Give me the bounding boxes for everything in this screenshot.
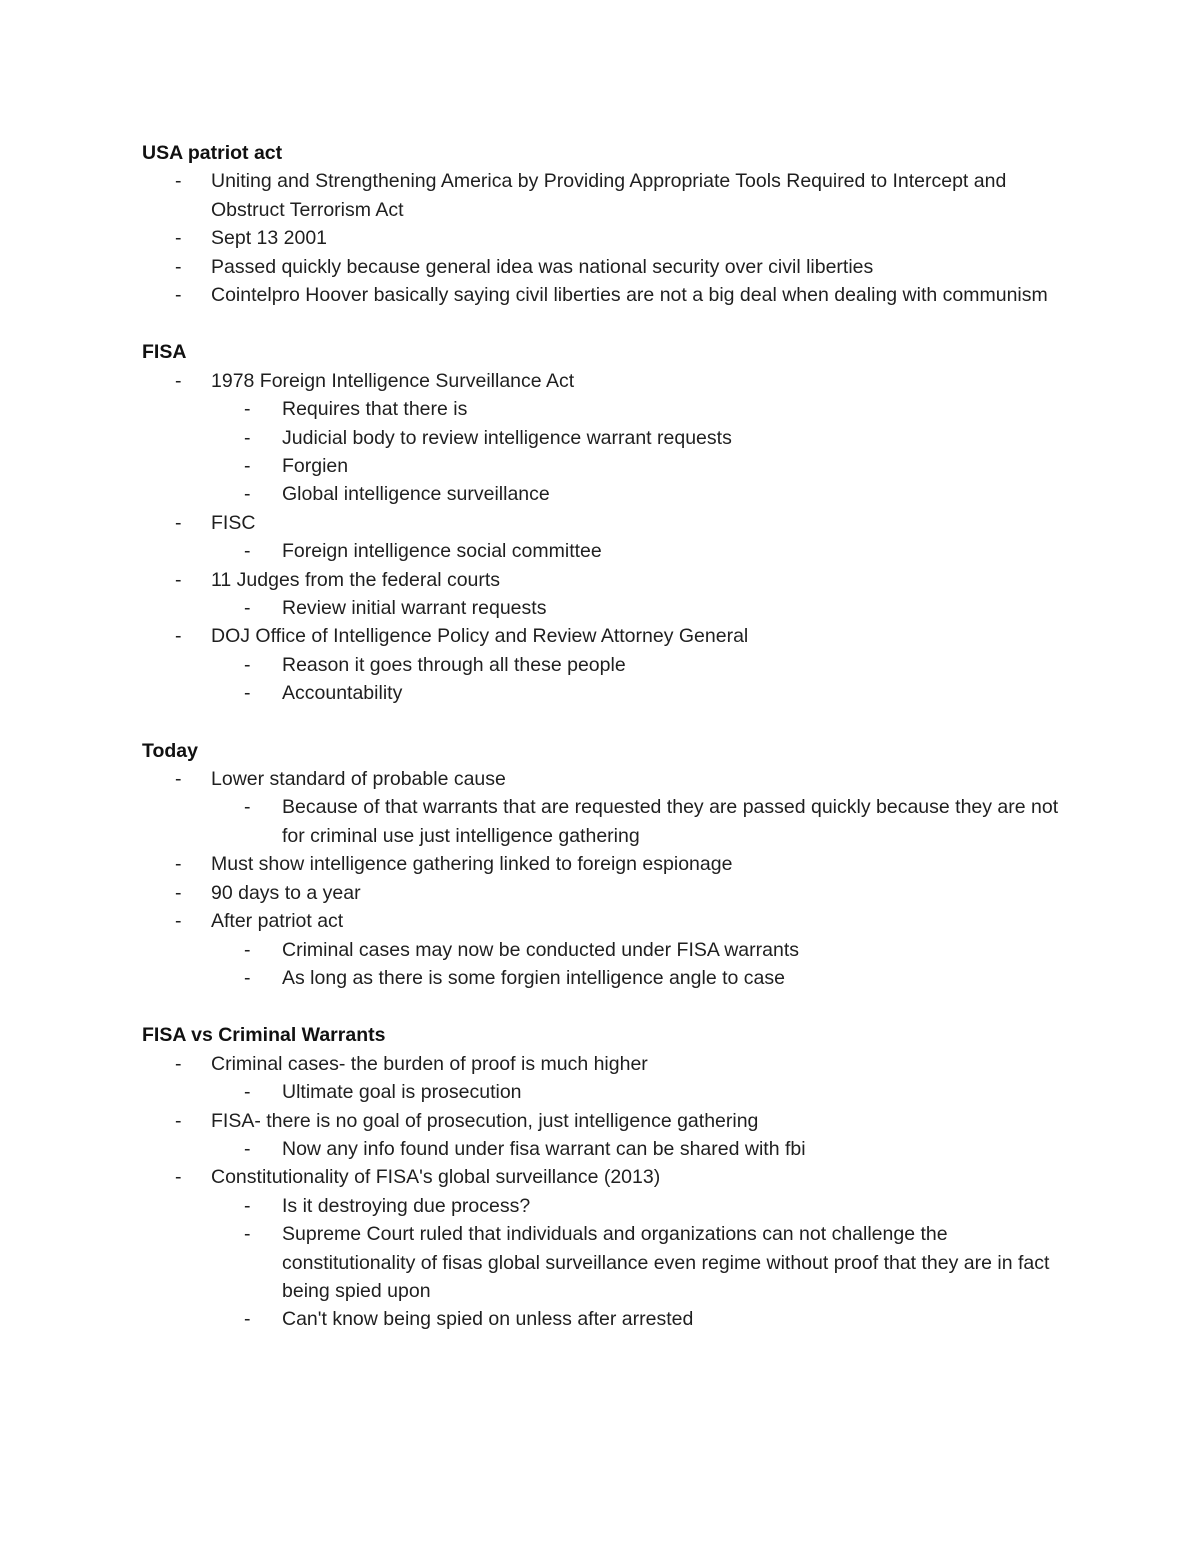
list-item [142, 622, 1062, 707]
list-item [142, 224, 1062, 252]
dash-bullet: - [175, 511, 182, 534]
sub-list-item [211, 537, 1062, 565]
list-item-text: FISA- there is no goal of prosecution, just intelligence gathering [211, 1109, 759, 1132]
sub-list-item [211, 1192, 1062, 1220]
dash-bullet: - [244, 938, 251, 961]
section-0 [142, 139, 1062, 309]
dash-bullet: - [175, 625, 182, 648]
list-item-text: Criminal cases- the burden of proof is much higher [211, 1052, 648, 1075]
sub-list-item-text: Global intelligence surveillance [282, 483, 550, 506]
list-item [142, 281, 1062, 309]
list-item-text: FISC [211, 511, 256, 534]
list-item-text: Cointelpro Hoover basically saying civil liberties are not a big deal when dealing with communism [211, 284, 1048, 307]
bullet-list [142, 765, 1062, 992]
dash-bullet: - [175, 369, 182, 392]
list-item-text: Must show intelligence gathering linked to foreign espionage [211, 853, 733, 876]
dash-bullet: - [175, 853, 182, 876]
sub-list-item [211, 395, 1062, 423]
section-3 [142, 1021, 1062, 1333]
sub-bullet-list [211, 1192, 1062, 1334]
sub-list-item-text: Criminal cases may now be conducted under FISA warrants [282, 938, 799, 961]
dash-bullet: - [175, 255, 182, 278]
section-heading: FISA vs Criminal Warrants [142, 1024, 386, 1047]
sub-bullet-list [211, 537, 1062, 565]
sub-list-item [211, 651, 1062, 679]
dash-bullet: - [244, 426, 251, 449]
dash-bullet: - [244, 966, 251, 989]
dash-bullet: - [175, 768, 182, 791]
sub-list-item [211, 793, 1062, 850]
sub-list-item-text: Because of that warrants that are requested they are passed quickly because they are not for criminal use just intelligence gathering [282, 796, 1059, 847]
sub-bullet-list [211, 793, 1062, 850]
list-item-text: After patriot act [211, 910, 344, 933]
list-item-text: 1978 Foreign Intelligence Surveillance Act [211, 369, 575, 392]
list-item [142, 765, 1062, 850]
sub-list-item-text: Requires that there is [282, 398, 468, 421]
sub-list-item-text: Is it destroying due process? [282, 1194, 531, 1217]
sub-list-item-text: Ultimate goal is prosecution [282, 1081, 522, 1104]
list-item [142, 850, 1062, 878]
sub-list-item [211, 1220, 1062, 1305]
dash-bullet: - [175, 1166, 182, 1189]
list-item-text: 90 days to a year [211, 881, 361, 904]
sub-list-item-text: Forgien [282, 455, 349, 478]
list-item [142, 907, 1062, 992]
list-item [142, 1107, 1062, 1164]
list-item [142, 509, 1062, 566]
dash-bullet: - [244, 682, 251, 705]
sub-list-item [211, 936, 1062, 964]
sub-list-item-text: Accountability [282, 682, 403, 705]
sub-list-item [211, 424, 1062, 452]
sub-list-item [211, 452, 1062, 480]
list-item-text: Sept 13 2001 [211, 227, 328, 250]
sub-list-item [211, 1135, 1062, 1163]
dash-bullet: - [244, 796, 251, 819]
list-item [142, 879, 1062, 907]
section-heading: FISA [142, 341, 187, 364]
sub-list-item-text: Now any info found under fisa warrant can be shared with fbi [282, 1137, 806, 1160]
sub-bullet-list [211, 936, 1062, 993]
sub-bullet-list [211, 651, 1062, 708]
sub-bullet-list [211, 1135, 1062, 1163]
section-heading: USA patriot act [142, 142, 283, 164]
dash-bullet: - [244, 1223, 251, 1246]
sub-list-item-text: Reason it goes through all these people [282, 653, 626, 676]
dash-bullet: - [175, 881, 182, 904]
sub-bullet-list [211, 594, 1062, 622]
dash-bullet: - [244, 483, 251, 506]
list-item-text: Passed quickly because general idea was national security over civil liberties [211, 255, 874, 278]
dash-bullet: - [244, 1081, 251, 1104]
sub-list-item [211, 1078, 1062, 1106]
list-item [142, 167, 1062, 224]
sub-list-item-text: Can't know being spied on unless after arrested [282, 1308, 694, 1331]
dash-bullet: - [175, 568, 182, 591]
list-item-text: DOJ Office of Intelligence Policy and Review Attorney General [211, 625, 749, 648]
bullet-list [142, 167, 1062, 309]
bullet-list [142, 367, 1062, 708]
dash-bullet: - [244, 1194, 251, 1217]
bullet-list [142, 1050, 1062, 1334]
list-item [142, 1163, 1062, 1333]
list-item-text: Lower standard of probable cause [211, 768, 506, 791]
sub-list-item-text: Review initial warrant requests [282, 597, 547, 620]
sub-list-item [211, 480, 1062, 508]
list-item [142, 1050, 1062, 1107]
dash-bullet: - [175, 1052, 182, 1075]
dash-bullet: - [244, 398, 251, 421]
dash-bullet: - [175, 170, 182, 193]
section-2 [142, 737, 1062, 993]
dash-bullet: - [175, 284, 182, 307]
dash-bullet: - [244, 1308, 251, 1331]
dash-bullet: - [175, 910, 182, 933]
dash-bullet: - [244, 653, 251, 676]
dash-bullet: - [244, 455, 251, 478]
sub-bullet-list [211, 395, 1062, 509]
section-1 [142, 338, 1062, 707]
sub-list-item-text: As long as there is some forgien intelligence angle to case [282, 966, 785, 989]
sub-bullet-list [211, 1078, 1062, 1106]
sub-list-item [211, 679, 1062, 707]
list-item-text: Constitutionality of FISA's global surveillance (2013) [211, 1166, 661, 1189]
dash-bullet: - [244, 597, 251, 620]
sub-list-item-text: Supreme Court ruled that individuals and organizations can not challenge the constitutionality of fisas global surveillance even regime without proof that they are in fact being spied upon [282, 1223, 1050, 1302]
dash-bullet: - [244, 1137, 251, 1160]
list-item-text: Uniting and Strengthening America by Providing Appropriate Tools Required to Intercept and Obstruct Terrorism Act [211, 170, 1007, 221]
sub-list-item-text: Judicial body to review intelligence warrant requests [282, 426, 732, 449]
list-item [142, 367, 1062, 509]
list-item [142, 566, 1062, 623]
dash-bullet: - [244, 540, 251, 563]
list-item-text: 11 Judges from the federal courts [211, 568, 501, 591]
dash-bullet: - [175, 1109, 182, 1132]
list-item [142, 253, 1062, 281]
sub-list-item [211, 1305, 1062, 1333]
sub-list-item-text: Foreign intelligence social committee [282, 540, 602, 563]
sub-list-item [211, 594, 1062, 622]
section-heading: Today [142, 739, 198, 762]
dash-bullet: - [175, 227, 182, 250]
sub-list-item [211, 964, 1062, 992]
document-content [142, 139, 1062, 1363]
